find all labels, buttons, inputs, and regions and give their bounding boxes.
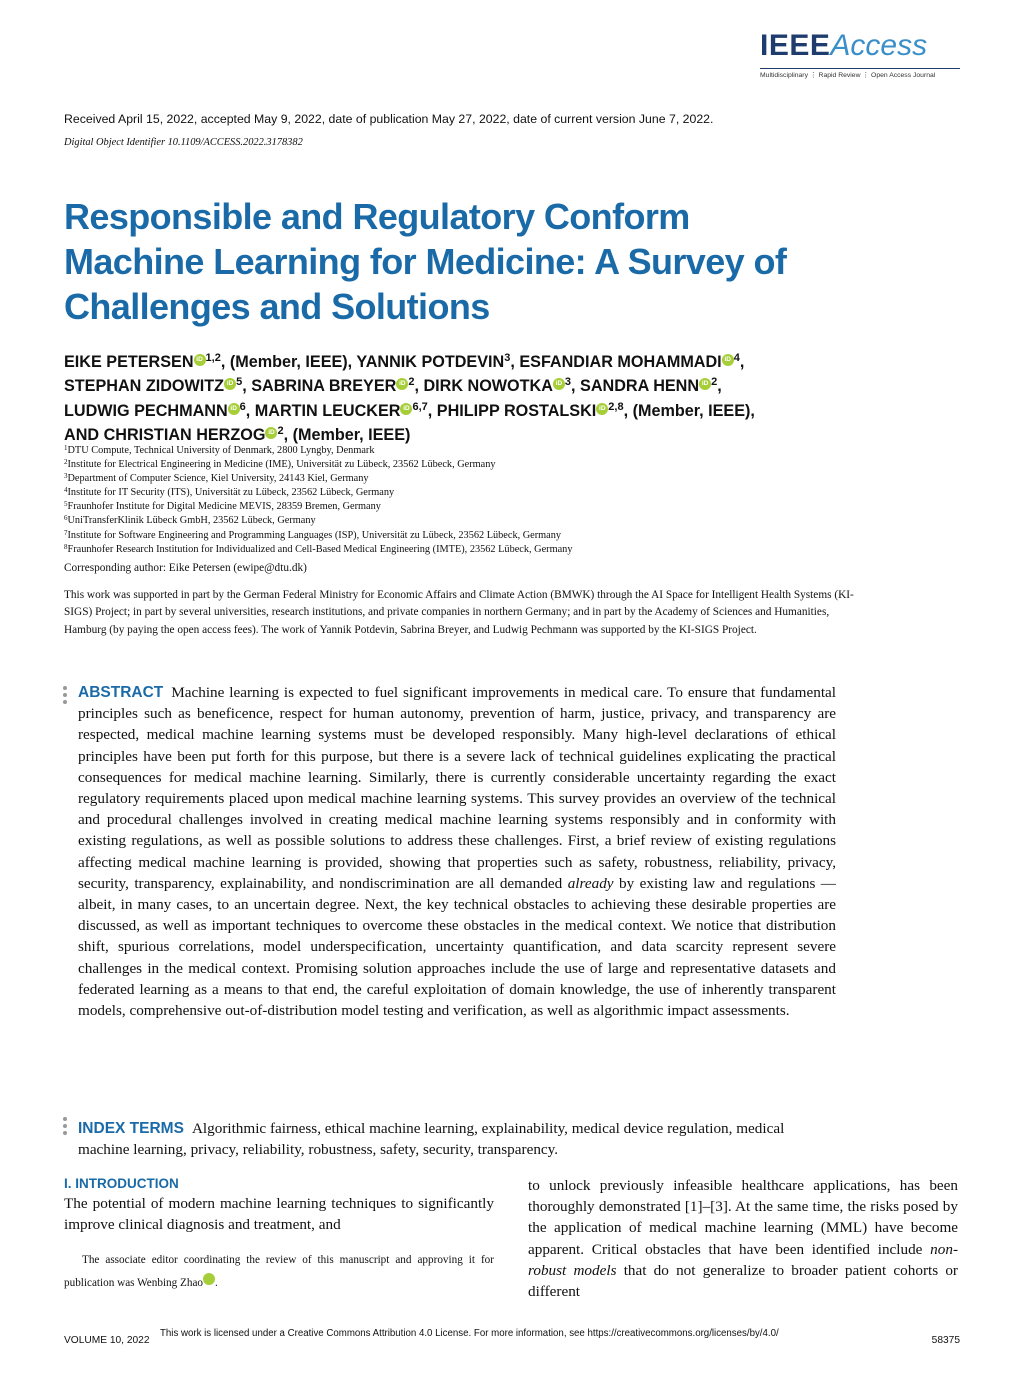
editor-footnote-text: The associate editor coordinating the review of this manuscript and approving it for publication was Wenbing Zhao: [64, 1254, 494, 1290]
affiliation-text: Department of Computer Science, Kiel University, 24143 Kiel, Germany: [67, 473, 369, 485]
affiliation-number: 5: [64, 500, 68, 509]
affiliation-item: [64, 529, 572, 543]
author-name: LUDWIG PECHMANN: [64, 401, 228, 420]
footer-license: This work is licensed under a Creative Commons Attribution 4.0 License. For more information, see https://creativecommons.org/licenses/by/4.0/: [160, 1328, 779, 1339]
author-suffix: , (Member, IEEE): [283, 426, 411, 445]
affiliation-item: [64, 472, 572, 486]
affiliation-item: [64, 500, 572, 514]
author-list: [64, 350, 954, 448]
author-suffix: ,: [427, 401, 437, 420]
author-affiliation-number: 4: [733, 352, 740, 364]
author-name: STEPHAN ZIDOWITZ: [64, 377, 225, 396]
author-affiliation-number: 2: [408, 376, 415, 389]
author-affiliation-number: 5: [236, 376, 243, 389]
affiliation-number: 3: [64, 472, 68, 481]
author-name: SANDRA HENN: [580, 377, 700, 396]
logo-access: Access: [830, 29, 928, 62]
abstract-italic: already: [567, 874, 614, 892]
author-name: MARTIN LEUCKER: [254, 401, 401, 420]
affiliation-item: [64, 444, 572, 458]
affiliation-text: Institute for IT Security (ITS), Universität zu Lübeck, 23562 Lübeck, Germany: [67, 487, 395, 499]
affiliation-number: 7: [64, 528, 68, 537]
author-suffix: ,: [245, 401, 255, 420]
author-suffix: , (Member, IEEE),: [623, 401, 755, 420]
abstract-text-1: Machine learning is expected to fuel significant improvements in medical care. To ensure that fundamental principles such as beneficence, respect for human autonomy, prevention of harm, justice, privacy, and transparency are respected, medical machine learning systems must be developed responsibly. Many high-level declarations of ethical principles have been put forth for this purpose, but there is a severe lack of technical guidelines explicating the practical consequences for medical machine learning. Similarly, there is currently considerable uncertainty regarding the exact regulatory requirements placed upon medical machine learning systems. This survey provides an overview of the technical and procedural challenges involved in creating medical machine learning systems responsibly and in conformity with existing regulations, as well as possible solutions to address these challenges. First, a brief review of existing regulations affecting medical machine learning is provided, showing that properties such as safety, robustness, reliability, privacy, security, transparency, explainability, and nondiscrimination are all demanded: [78, 684, 836, 892]
intro-heading: I. INTRODUCTION: [64, 1176, 179, 1191]
orcid-icon[interactable]: iD: [596, 403, 608, 415]
author-suffix: ,: [717, 377, 722, 396]
editor-footnote: [64, 1249, 494, 1295]
affiliation-text: UniTransferKlinik Lübeck GmbH, 23562 Lübeck, Germany: [67, 515, 316, 527]
paper-title: Responsible and Regulatory Conform Machine Learning for Medicine: A Survey of Challenges and Solutions: [64, 196, 787, 327]
orcid-icon[interactable]: iD: [400, 403, 412, 415]
orcid-icon[interactable]: iD: [228, 403, 240, 415]
author-name: AND CHRISTIAN HERZOG: [64, 426, 266, 445]
intro-left-column: [64, 1175, 494, 1295]
logo-rule: [760, 68, 960, 69]
index-terms-text: Algorithmic fairness, ethical machine learning, explainability, medical device regulation, medical machine learning, privacy, reliability, robustness, safety, security, transparency.: [78, 1120, 785, 1159]
footer-volume: VOLUME 10, 2022: [64, 1335, 150, 1346]
orcid-icon[interactable]: iD: [265, 427, 277, 439]
author-suffix: ,: [414, 377, 424, 396]
orcid-icon[interactable]: iD: [699, 378, 711, 390]
affiliation-text: Fraunhofer Institute for Digital Medicine MEVIS, 28359 Bremen, Germany: [67, 501, 381, 513]
intro-right-text-1: to unlock previously infeasible healthcare applications, has been thoroughly demonstrated [1]–[3]. At the same time, the risks posed by the application of medical machine learning (MML) have become apparent. Critical obstacles that have been identified include: [528, 1177, 958, 1258]
affiliation-item: [64, 486, 572, 500]
orcid-icon[interactable]: iD: [553, 378, 565, 390]
affiliation-item: [64, 458, 572, 472]
affiliation-item: [64, 543, 572, 557]
author-affiliation-number: 3: [504, 352, 511, 364]
abstract-marker-icon: [63, 686, 69, 707]
intro-right-column: [528, 1175, 958, 1302]
affiliation-number: 4: [64, 486, 68, 495]
funding-statement: This work was supported in part by the German Federal Ministry for Economic Affairs and Climate Action (BMWK) through the AI Space for Intelligent Health Systems (KI-SIGS) Project; in part by several universities, research institutions, and private companies in northern Germany; and in part by the Academy of Sciences and Humanities, Hamburg (by paying the open access fees). The work of Yannik Potdevin, Sabrina Breyer, and Ludwig Pechmann was supported by the KI-SIGS Project.: [64, 589, 854, 636]
affiliation-number: 1: [64, 444, 68, 452]
author-name: DIRK NOWOTKA: [423, 377, 553, 396]
orcid-icon[interactable]: iD: [203, 1273, 215, 1285]
intro-left-text: The potential of modern machine learning techniques to significantly improve clinical diagnosis and treatment, and: [64, 1195, 494, 1234]
abstract: [78, 682, 836, 1021]
footer-page-number: 58375: [931, 1335, 960, 1346]
corresponding-author: Corresponding author: Eike Petersen (ewipe@dtu.dk): [64, 562, 307, 574]
affiliation-text: Institute for Electrical Engineering in Medicine (IME), Universität zu Lübeck, 23562 Lübeck, Germany: [67, 459, 496, 471]
orcid-icon[interactable]: iD: [396, 378, 408, 390]
author-affiliation-number: 6: [239, 400, 246, 413]
affiliation-text: Institute for Software Engineering and Programming Languages (ISP), Universität zu Lübeck, 23562 Lübeck, Germany: [67, 529, 562, 541]
orcid-icon[interactable]: iD: [224, 378, 236, 390]
author-name: YANNIK POTDEVIN: [356, 353, 505, 371]
received-dates: Received April 15, 2022, accepted May 9, 2022, date of publication May 27, 2022, date of current version June 7, 2022.: [64, 112, 714, 126]
author-suffix: ,: [739, 353, 745, 371]
author-affiliation-number: 1,2: [205, 352, 221, 364]
doi: Digital Object Identifier 10.1109/ACCESS.2022.3178382: [64, 137, 303, 148]
intro-right-text: [528, 1175, 958, 1302]
affiliation-number: 8: [64, 542, 68, 551]
author-name: ESFANDIAR MOHAMMADI: [519, 353, 722, 371]
affiliation-text: DTU Compute, Technical University of Denmark, 2800 Lyngby, Denmark: [67, 445, 375, 456]
orcid-icon[interactable]: iD: [722, 354, 734, 366]
editor-footnote-end: .: [215, 1277, 218, 1290]
author-suffix: ,: [571, 377, 581, 396]
author-suffix: ,: [510, 353, 520, 371]
abstract-heading: ABSTRACT: [78, 684, 164, 701]
journal-logo: [760, 30, 960, 79]
affiliation-list: [64, 444, 572, 557]
index-marker-icon: [63, 1117, 69, 1138]
logo-tagline: Multidisciplinary ⋮ Rapid Review ⋮ Open Access Journal: [760, 72, 936, 79]
author-affiliation-number: 2: [711, 376, 718, 389]
intro-right-text-2: that do not generalize to broader patient cohorts or different: [528, 1261, 958, 1301]
author-affiliation-number: 2,8: [608, 400, 624, 413]
affiliation-item: [64, 514, 572, 528]
author-name: SABRINA BREYER: [251, 377, 397, 396]
author-affiliation-number: 3: [564, 376, 572, 389]
author-suffix: ,: [242, 377, 252, 396]
abstract-text-2: by existing law and regulations — albeit, in many cases, to an uncertain degree. Next, the key technical obstacles to achieving these desirable properties are discussed, as well as important techniques to overcome these obstacles in the medical context. We notice that distribution shift, spurious correlations, model underspecification, uncertainty quantification, and data scarcity represent severe challenges in the medical context. Promising solution approaches include the use of large and representative datasets and federated learning as a means to that end, the careful exploitation of domain knowledge, the use of inherently transparent models, comprehensive out-of-distribution model testing and verification, as well as algorithmic impact assessments.: [78, 874, 836, 1020]
orcid-icon[interactable]: iD: [194, 354, 206, 366]
affiliation-text: Fraunhofer Research Institution for Individualized and Cell-Based Medical Engineering (IMTE), 23562 Lübeck, Germany: [67, 543, 573, 555]
index-terms: [78, 1118, 836, 1160]
affiliation-number: 2: [64, 458, 68, 467]
logo-ieee: IEEE: [760, 29, 831, 62]
author-suffix: , (Member, IEEE),: [220, 353, 357, 371]
intro-right-italic: non-robust models: [528, 1240, 958, 1279]
author-affiliation-number: 6,7: [412, 400, 428, 413]
author-name: PHILIPP ROSTALSKI: [436, 401, 597, 420]
index-terms-heading: INDEX TERMS: [78, 1120, 184, 1137]
author-name: EIKE PETERSEN: [64, 353, 194, 371]
author-affiliation-number: 2: [277, 425, 284, 438]
affiliation-number: 6: [64, 514, 68, 523]
